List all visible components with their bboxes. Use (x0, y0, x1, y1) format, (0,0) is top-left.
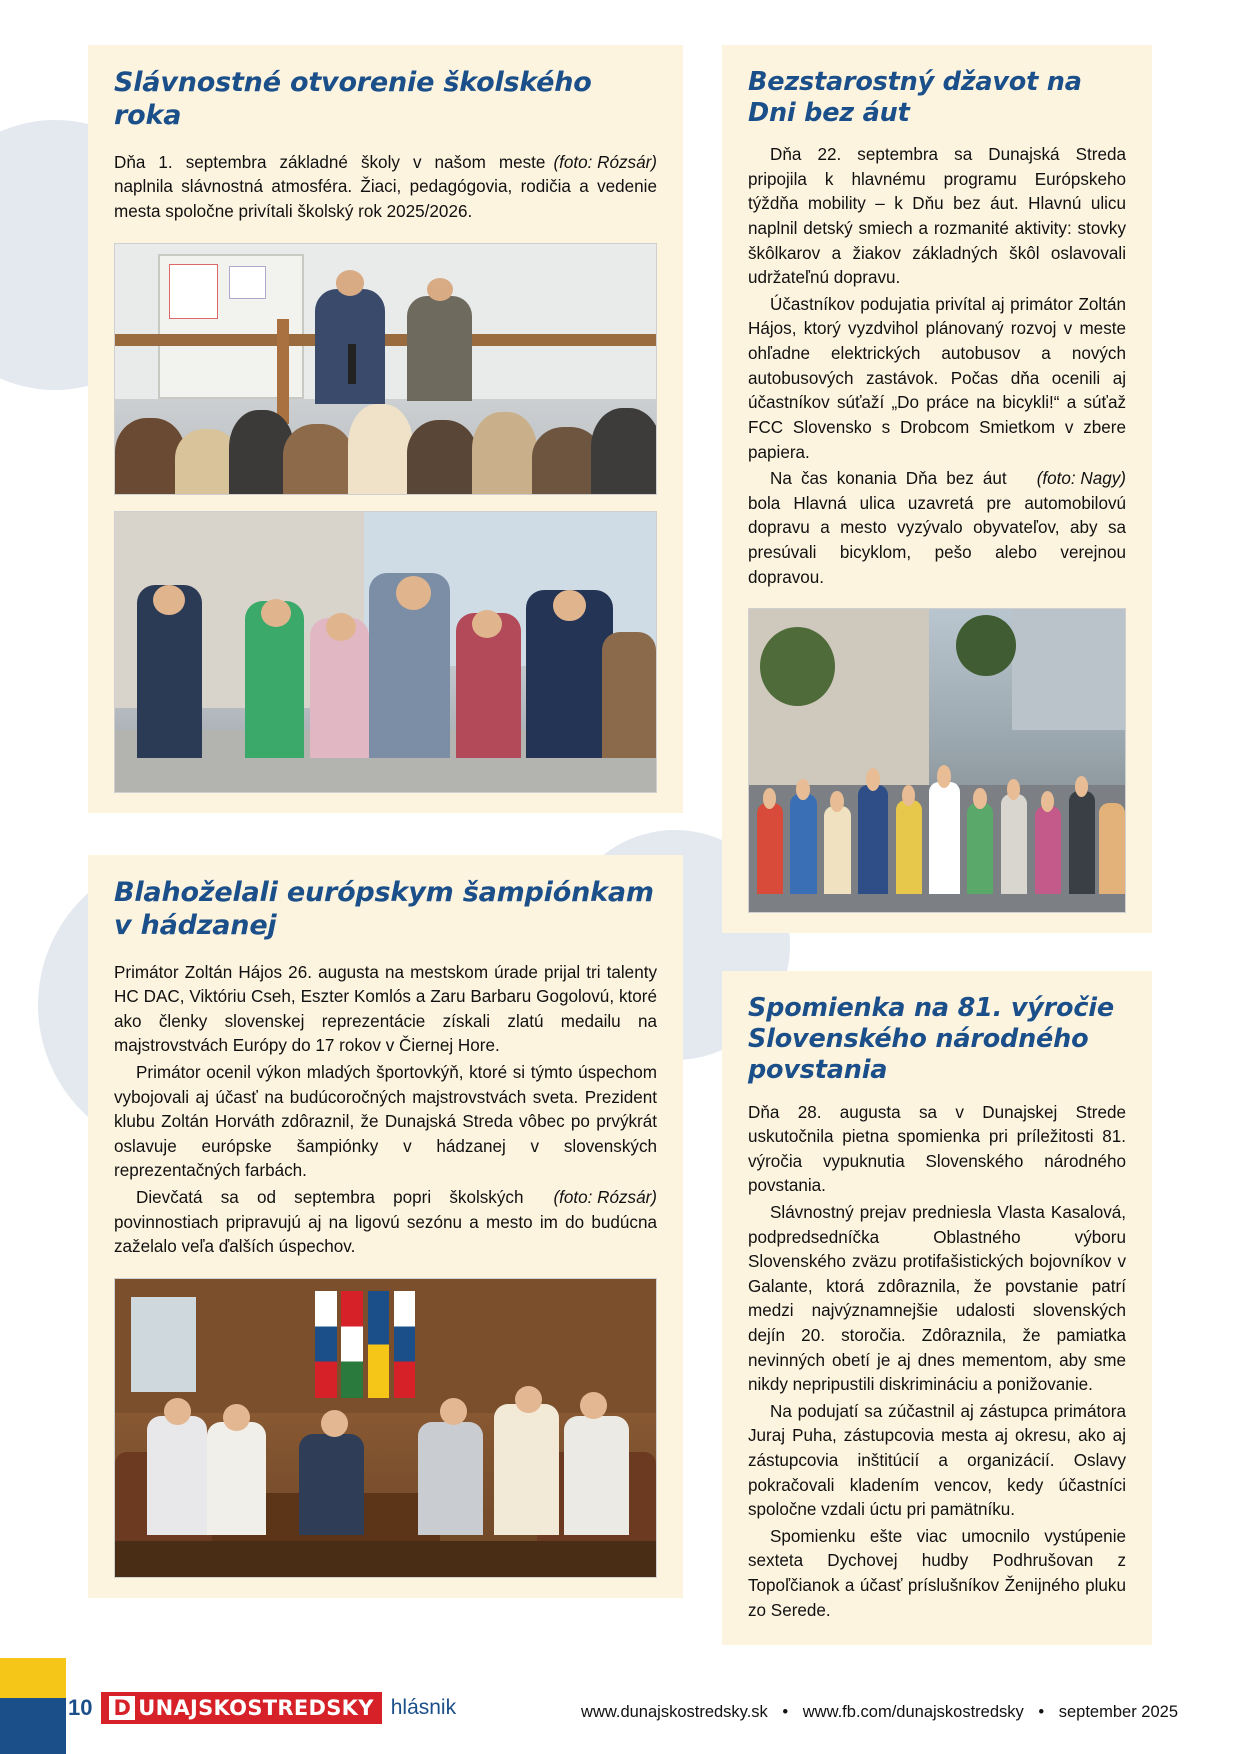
article-snp-paragraph-2: Slávnostný prejav predniesla Vlasta Kasalová, podpredsedníčka Oblastného výboru Slovenského zväzu protifašistických bojovníkov v Galante, ktorá zdôraznila, že povstanie patrí medzi najvýznamnejšie udalosti slovenských dejín 20. storočia. Zdôraznila, že pamiatka nevinných obetí je aj dnes mementom, aby sme nikdy nepripustili diskrimináciu a ponižovanie. (748, 1202, 1126, 1395)
article-snp-anniversary-title: Spomienka na 81. výročie Slovenského národného povstania (748, 993, 1114, 1086)
article-car-free-day-paragraph-1: Dňa 22. septembra sa Dunajská Streda pripojila k hlavnému programu Európskeho týždňa mobility – k Dňu bez áut. Hlavnú ulicu naplnil detský smiech a rozmanité aktivity: stovky škôlkarov a žiakov základných škôl oslavovali udržateľnú dopravu. (748, 145, 1126, 288)
article-school-opening-paragraph: (foto: Rózsár) Dňa 1. septembra základné školy v našom meste naplnila slávnostná atmosféra. Žiaci, pedagógovia, rodičia a vedenie mesta spoločne privítali školský rok 2025/2026. (114, 152, 657, 222)
photo-credit-rozsar-2: (foto: Rózsár) (553, 1188, 657, 1208)
article-school-opening-title: Slávnostné otvorenie školského roka (114, 67, 592, 131)
article-snp-anniversary (722, 971, 1152, 1645)
article-car-free-day-paragraph-3: (foto: Nagy) Na čas konania Dňa bez áut bola Hlavná ulica uzavretá pre automobilovú dopravu a mesto vyzývalo obyvateľov, aby sa presúvali bicyklom, pešo alebo verejnou dopravou. (748, 469, 1126, 587)
page-footer (0, 1676, 1240, 1754)
left-column (88, 45, 683, 1598)
photo-school-opening-podium (114, 243, 657, 495)
footer-separator-2: • (1038, 1703, 1045, 1721)
logo-initial: D (109, 1696, 135, 1720)
footer-branding (68, 1692, 456, 1724)
article-handball (88, 855, 683, 1598)
article-handball-title: Blahoželali európskym šampiónkam v hádzanej (114, 876, 654, 941)
right-column (722, 45, 1152, 1645)
footer-links (581, 1703, 1178, 1722)
article-handball-paragraph-1: Primátor Zoltán Hájos 26. augusta na mestskom úrade prijal tri talenty HC DAC, Viktóriu Cseh, Eszter Komlós a Zaru Barbaru Gogolovú, ktoré ako členky slovenskej reprezentácie získali zlatú medailu na majstrovstvách Európy do 17 rokov v Čiernej Hore. (114, 962, 657, 1056)
page-number: 10 (68, 1695, 93, 1720)
photo-school-opening-mayor (114, 511, 657, 793)
footer-blue-tab (0, 1698, 66, 1754)
article-car-free-day-paragraph-2: Účastníkov podujatia privítal aj primátor Zoltán Hájos, ktorý vyzdvihol plánovaný rozvoj v meste ohľadne elektrických autobusov a nových autobusových zastávok. Počas dňa ocenili aj účastníkov súťaží „Do práce na bicykli!“ a súťaž FCC Slovensko s Drobcom Smietkom v zbere papiera. (748, 294, 1126, 462)
article-car-free-day-title: Bezstarostný džavot na Dni bez áut (748, 67, 1082, 129)
footer-facebook[interactable]: www.fb.com/dunajskostredsky (802, 1703, 1024, 1721)
article-snp-paragraph-4: Spomienku ešte viac umocnilo vystúpenie sexteta Dychovej hudby Podhrušovan z Topoľčianok a účasť príslušníkov Ženijného pluku zo Serede. (748, 1526, 1126, 1620)
photo-car-free-day-children (748, 608, 1126, 913)
masthead-logo (101, 1692, 381, 1724)
article-snp-paragraph-1: Dňa 28. augusta sa v Dunajskej Strede uskutočnila pietna spomienka pri príležitosti 81. výročia vypuknutia Slovenského národného povstania. (748, 1102, 1126, 1196)
article-handball-paragraph-3: (foto: Rózsár) Dievčatá sa od septembra popri školských povinnostiach pripravujú aj na ligovú sezónu a mesto im do budúcna zaželalo veľa ďalších úspechov. (114, 1188, 657, 1257)
article-snp-paragraph-3: Na podujatí sa zúčastnil aj zástupca primátora Juraj Puha, zástupcovia mesta aj okresu, ako aj zástupcovia inštitúcií a organizácií. Oslavy pokračovali kladením vencov, kedy účastníci spoločne vzdali úctu pri pamätníku. (748, 1401, 1126, 1520)
footer-website[interactable]: www.dunajskostredsky.sk (581, 1703, 768, 1721)
footer-separator-1: • (782, 1703, 789, 1721)
article-school-opening (88, 45, 683, 813)
logo-wordmark: UNAJSKOSTREDSKY (138, 1696, 374, 1720)
photo-credit-rozsar: (foto: Rózsár) (553, 152, 657, 172)
footer-issue-date: september 2025 (1058, 1703, 1178, 1721)
photo-handball-reception (114, 1278, 657, 1578)
footer-yellow-tab (0, 1658, 66, 1698)
logo-suffix: hlásnik (390, 1696, 457, 1719)
article-car-free-day (722, 45, 1152, 933)
photo-credit-nagy: (foto: Nagy) (1036, 469, 1126, 489)
article-handball-paragraph-2: Primátor ocenil výkon mladých športovkýň, ktoré si týmto úspechom vybojovali aj účasť na budúcoročných majstrovstvách sveta. Prezident klubu Zoltán Horváth zdôraznil, že Dunajská Streda vôbec po prvýkrát oslavuje európske šampiónky v hádzanej v slovenských reprezentačných farbách. (114, 1063, 657, 1181)
